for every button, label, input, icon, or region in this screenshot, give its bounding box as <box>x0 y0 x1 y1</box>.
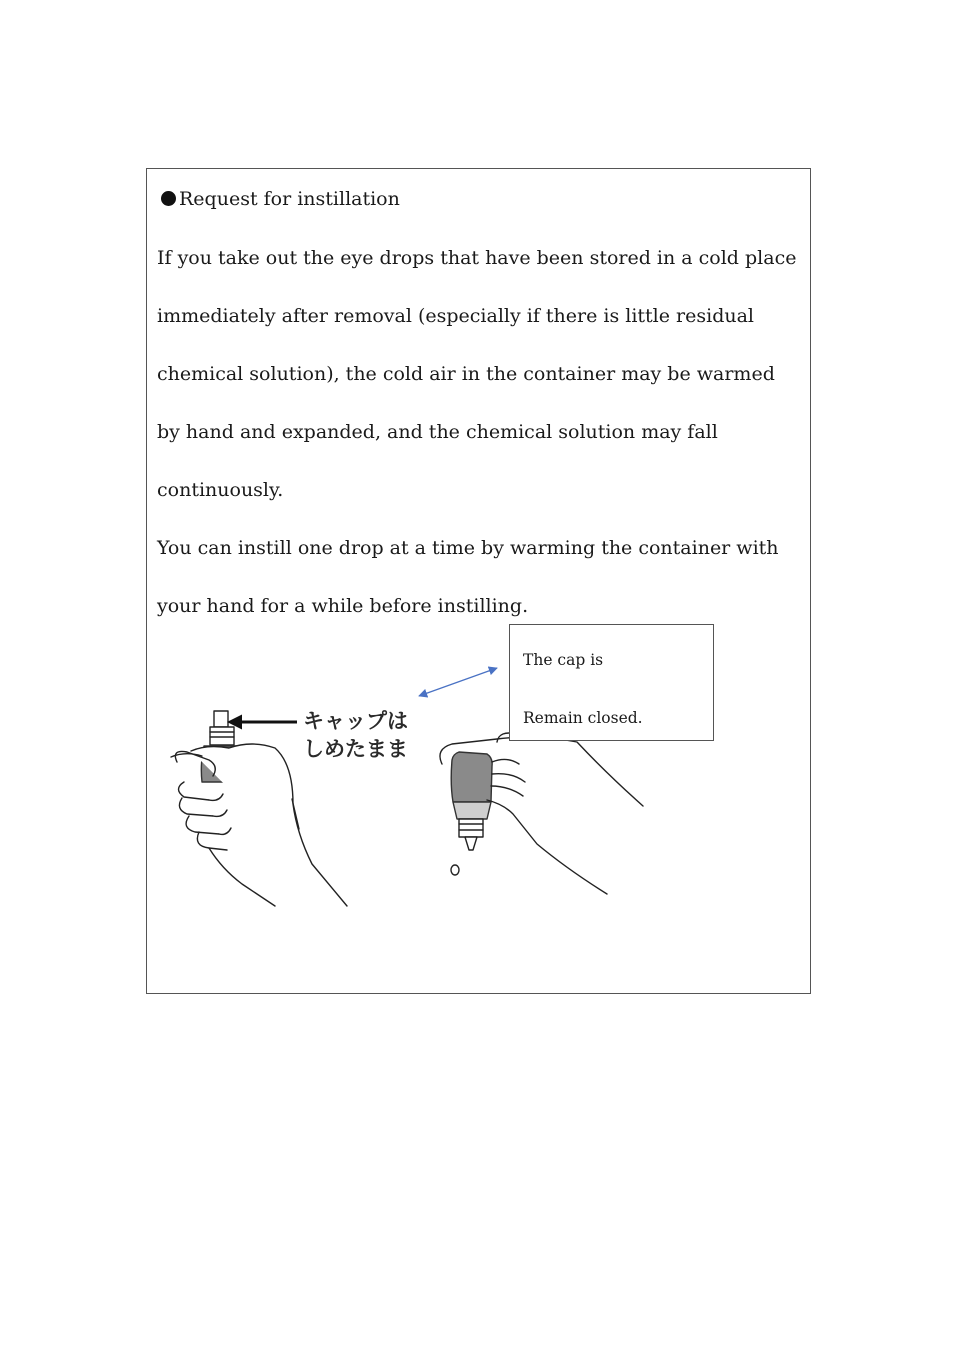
cap-label-line-1: キャップは <box>303 709 408 733</box>
cap-callout-box <box>509 624 714 741</box>
black-circle-icon <box>161 191 176 206</box>
callout-line-2: Remain closed. <box>523 709 643 727</box>
double-arrow-icon <box>419 668 497 696</box>
notice-paragraph-1: If you take out the eye drops that have been stored in a cold place immediately after removal (especially if there is little residual chemical solution), the cold air in the container may be warmed by hand and expanded, and the chemical solution may fall continuously. <box>157 247 797 501</box>
instillation-notice-box <box>146 168 811 994</box>
hand-dispensing-drop-icon <box>440 733 643 894</box>
notice-paragraph-2: You can instill one drop at a time by warming the container with your hand for a while before instilling. <box>157 537 779 617</box>
callout-line-1: The cap is <box>523 651 604 669</box>
notice-heading <box>161 186 400 212</box>
cap-label-line-2: しめたまま <box>303 737 408 761</box>
notice-heading-text: Request for instillation <box>179 188 400 210</box>
